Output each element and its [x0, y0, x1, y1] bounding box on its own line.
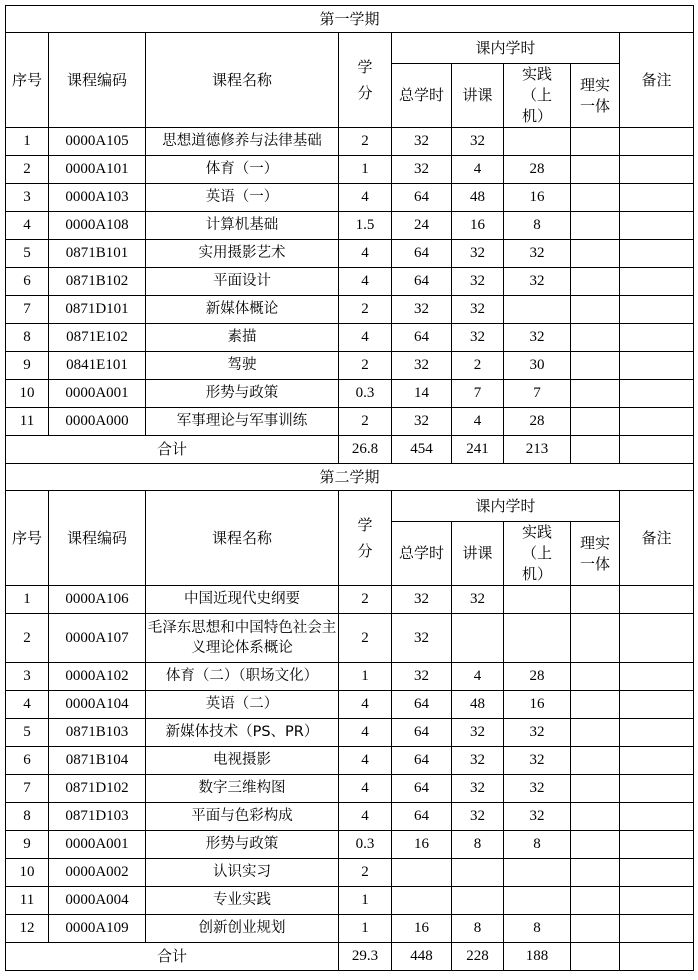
- cell-name: 体育（二）（职场文化）: [146, 663, 339, 691]
- cell-code: 0000A103: [49, 184, 146, 212]
- header-row: [6, 491, 694, 522]
- cell-name: 专业实践: [146, 887, 339, 915]
- table-row: [6, 212, 694, 240]
- cell-remark: [620, 663, 694, 691]
- cell-name: 英语（二）: [146, 691, 339, 719]
- table-row: [6, 156, 694, 184]
- cell-name: 实用摄影艺术: [146, 240, 339, 268]
- cell-lecture: 32: [452, 324, 504, 352]
- cell-practice: [504, 128, 571, 156]
- cell-credit: 0.3: [339, 831, 392, 859]
- cell-lecture: 7: [452, 380, 504, 408]
- cell-remark: [620, 775, 694, 803]
- cell-practice: 16: [504, 184, 571, 212]
- cell-remark: [620, 184, 694, 212]
- cell-code: 0871B103: [49, 719, 146, 747]
- table-row: [6, 803, 694, 831]
- cell-total: 64: [392, 268, 452, 296]
- header-practice: 实践（上机）: [504, 64, 571, 128]
- cell-no: 9: [6, 831, 49, 859]
- cell-name: 思想道德修养与法律基础: [146, 128, 339, 156]
- cell-no: 4: [6, 212, 49, 240]
- cell-integrated: [571, 915, 620, 943]
- cell-credit: 1: [339, 915, 392, 943]
- cell-no: 5: [6, 719, 49, 747]
- cell-name: 平面设计: [146, 268, 339, 296]
- cell-remark: [620, 915, 694, 943]
- cell-lecture: 2: [452, 352, 504, 380]
- sum-label: 合计: [6, 436, 339, 464]
- cell-no: 7: [6, 775, 49, 803]
- header-remark: 备注: [620, 491, 694, 586]
- sum-practice: 213: [504, 436, 571, 464]
- cell-credit: 1: [339, 156, 392, 184]
- cell-credit: 4: [339, 803, 392, 831]
- cell-integrated: [571, 324, 620, 352]
- table-row: [6, 614, 694, 663]
- cell-lecture: 32: [452, 775, 504, 803]
- sum-row: [6, 436, 694, 464]
- cell-code: 0000A004: [49, 887, 146, 915]
- cell-integrated: [571, 691, 620, 719]
- cell-code: 0000A102: [49, 663, 146, 691]
- cell-total: 32: [392, 614, 452, 663]
- table-row: [6, 324, 694, 352]
- cell-remark: [620, 240, 694, 268]
- cell-name: 新媒体概论: [146, 296, 339, 324]
- table-row: [6, 663, 694, 691]
- table-row: [6, 915, 694, 943]
- cell-name: 平面与色彩构成: [146, 803, 339, 831]
- cell-no: 7: [6, 296, 49, 324]
- cell-integrated: [571, 184, 620, 212]
- cell-code: 0000A002: [49, 859, 146, 887]
- header-name: 课程名称: [146, 491, 339, 586]
- cell-practice: 32: [504, 240, 571, 268]
- cell-total: [392, 859, 452, 887]
- table-row: [6, 352, 694, 380]
- cell-integrated: [571, 747, 620, 775]
- cell-total: 64: [392, 775, 452, 803]
- sum-total: 454: [392, 436, 452, 464]
- cell-integrated: [571, 240, 620, 268]
- cell-practice: 32: [504, 803, 571, 831]
- cell-practice: 8: [504, 831, 571, 859]
- cell-credit: 4: [339, 240, 392, 268]
- cell-practice: 32: [504, 268, 571, 296]
- cell-name: 创新创业规划: [146, 915, 339, 943]
- cell-code: 0000A000: [49, 408, 146, 436]
- sum-lecture: 241: [452, 436, 504, 464]
- cell-total: 24: [392, 212, 452, 240]
- cell-total: 32: [392, 128, 452, 156]
- cell-code: 0000A107: [49, 614, 146, 663]
- term-title: 第二学期: [6, 464, 694, 491]
- cell-code: 0841E101: [49, 352, 146, 380]
- cell-lecture: 8: [452, 915, 504, 943]
- cell-credit: 4: [339, 719, 392, 747]
- cell-no: 8: [6, 324, 49, 352]
- sum-lecture: 228: [452, 943, 504, 971]
- cell-name: 驾驶: [146, 352, 339, 380]
- cell-lecture: 8: [452, 831, 504, 859]
- cell-name: 数字三维构图: [146, 775, 339, 803]
- cell-integrated: [571, 296, 620, 324]
- cell-credit: 4: [339, 268, 392, 296]
- header-lecture: 讲课: [452, 64, 504, 128]
- cell-no: 3: [6, 184, 49, 212]
- sum-remark: [620, 943, 694, 971]
- cell-integrated: [571, 614, 620, 663]
- cell-no: 11: [6, 887, 49, 915]
- header-hours: 课内学时: [392, 33, 620, 64]
- cell-credit: 2: [339, 296, 392, 324]
- cell-practice: [504, 586, 571, 614]
- cell-name: 军事理论与军事训练: [146, 408, 339, 436]
- header-credit: 学分: [339, 491, 392, 586]
- cell-name: 计算机基础: [146, 212, 339, 240]
- header-code: 课程编码: [49, 491, 146, 586]
- cell-credit: 2: [339, 859, 392, 887]
- table-row: [6, 586, 694, 614]
- cell-name: 认识实习: [146, 859, 339, 887]
- cell-integrated: [571, 775, 620, 803]
- cell-remark: [620, 887, 694, 915]
- cell-integrated: [571, 380, 620, 408]
- cell-integrated: [571, 156, 620, 184]
- sum-row: [6, 943, 694, 971]
- sum-label: 合计: [6, 943, 339, 971]
- cell-total: 64: [392, 184, 452, 212]
- cell-code: 0871D102: [49, 775, 146, 803]
- term-title-row: [6, 464, 694, 491]
- cell-remark: [620, 212, 694, 240]
- cell-code: 0871E102: [49, 324, 146, 352]
- header-row: [6, 33, 694, 64]
- cell-remark: [620, 831, 694, 859]
- cell-name: 毛泽东思想和中国特色社会主义理论体系概论: [146, 614, 339, 663]
- cell-credit: 2: [339, 128, 392, 156]
- cell-remark: [620, 268, 694, 296]
- cell-lecture: 32: [452, 296, 504, 324]
- cell-name: 形势与政策: [146, 380, 339, 408]
- header-code: 课程编码: [49, 33, 146, 128]
- cell-code: 0000A108: [49, 212, 146, 240]
- cell-credit: 2: [339, 408, 392, 436]
- cell-practice: [504, 296, 571, 324]
- cell-name: 体育（一）: [146, 156, 339, 184]
- header-seq: 序号: [6, 33, 49, 128]
- cell-remark: [620, 296, 694, 324]
- cell-practice: 32: [504, 747, 571, 775]
- cell-code: 0000A101: [49, 156, 146, 184]
- cell-no: 10: [6, 380, 49, 408]
- cell-integrated: [571, 859, 620, 887]
- cell-integrated: [571, 831, 620, 859]
- cell-credit: 0.3: [339, 380, 392, 408]
- cell-practice: 16: [504, 691, 571, 719]
- header-credit: 学分: [339, 33, 392, 128]
- cell-remark: [620, 803, 694, 831]
- cell-credit: 4: [339, 747, 392, 775]
- table-row: [6, 887, 694, 915]
- cell-remark: [620, 156, 694, 184]
- table-row: [6, 859, 694, 887]
- cell-lecture: 32: [452, 586, 504, 614]
- cell-lecture: 32: [452, 803, 504, 831]
- cell-total: 32: [392, 296, 452, 324]
- cell-integrated: [571, 803, 620, 831]
- table-row: [6, 240, 694, 268]
- cell-integrated: [571, 408, 620, 436]
- cell-remark: [620, 719, 694, 747]
- cell-remark: [620, 859, 694, 887]
- cell-code: 0000A106: [49, 586, 146, 614]
- cell-remark: [620, 614, 694, 663]
- cell-no: 9: [6, 352, 49, 380]
- table-row: [6, 747, 694, 775]
- cell-name: 电视摄影: [146, 747, 339, 775]
- sum-credit: 29.3: [339, 943, 392, 971]
- cell-credit: 4: [339, 775, 392, 803]
- cell-no: 3: [6, 663, 49, 691]
- cell-total: 32: [392, 663, 452, 691]
- cell-name: 素描: [146, 324, 339, 352]
- table-row: [6, 831, 694, 859]
- cell-total: 16: [392, 915, 452, 943]
- sum-practice: 188: [504, 943, 571, 971]
- cell-lecture: 48: [452, 691, 504, 719]
- header-total: 总学时: [392, 522, 452, 586]
- cell-no: 8: [6, 803, 49, 831]
- cell-practice: 8: [504, 915, 571, 943]
- cell-total: 32: [392, 156, 452, 184]
- cell-total: 32: [392, 586, 452, 614]
- header-lecture: 讲课: [452, 522, 504, 586]
- cell-remark: [620, 747, 694, 775]
- cell-credit: 4: [339, 324, 392, 352]
- header-integrated: 理实一体: [571, 64, 620, 128]
- cell-code: 0871D103: [49, 803, 146, 831]
- cell-lecture: 48: [452, 184, 504, 212]
- cell-credit: 2: [339, 352, 392, 380]
- sum-credit: 26.8: [339, 436, 392, 464]
- cell-remark: [620, 380, 694, 408]
- cell-credit: 4: [339, 184, 392, 212]
- cell-practice: 30: [504, 352, 571, 380]
- cell-name: 形势与政策: [146, 831, 339, 859]
- header-hours: 课内学时: [392, 491, 620, 522]
- cell-code: 0000A001: [49, 831, 146, 859]
- header-total: 总学时: [392, 64, 452, 128]
- cell-credit: 2: [339, 614, 392, 663]
- header-remark: 备注: [620, 33, 694, 128]
- cell-credit: 2: [339, 586, 392, 614]
- cell-credit: 1: [339, 887, 392, 915]
- cell-lecture: 32: [452, 128, 504, 156]
- cell-no: 2: [6, 614, 49, 663]
- cell-total: 14: [392, 380, 452, 408]
- cell-lecture: 4: [452, 663, 504, 691]
- cell-lecture: 32: [452, 268, 504, 296]
- cell-remark: [620, 691, 694, 719]
- cell-lecture: 32: [452, 747, 504, 775]
- cell-code: 0000A105: [49, 128, 146, 156]
- table-body: [6, 6, 694, 971]
- cell-integrated: [571, 887, 620, 915]
- cell-code: 0871B104: [49, 747, 146, 775]
- cell-remark: [620, 586, 694, 614]
- cell-practice: 32: [504, 324, 571, 352]
- cell-credit: 1: [339, 663, 392, 691]
- cell-practice: [504, 859, 571, 887]
- cell-remark: [620, 352, 694, 380]
- table-row: [6, 128, 694, 156]
- cell-total: 64: [392, 691, 452, 719]
- cell-no: 1: [6, 128, 49, 156]
- cell-code: 0000A109: [49, 915, 146, 943]
- cell-no: 11: [6, 408, 49, 436]
- cell-name: 英语（一）: [146, 184, 339, 212]
- cell-no: 2: [6, 156, 49, 184]
- term-title-row: [6, 6, 694, 33]
- cell-lecture: 4: [452, 156, 504, 184]
- cell-practice: [504, 614, 571, 663]
- table-row: [6, 380, 694, 408]
- cell-remark: [620, 408, 694, 436]
- sum-remark: [620, 436, 694, 464]
- cell-integrated: [571, 352, 620, 380]
- cell-integrated: [571, 268, 620, 296]
- cell-no: 5: [6, 240, 49, 268]
- sum-total: 448: [392, 943, 452, 971]
- cell-practice: 28: [504, 156, 571, 184]
- term-title: 第一学期: [6, 6, 694, 33]
- cell-practice: 8: [504, 212, 571, 240]
- cell-practice: 28: [504, 408, 571, 436]
- sum-integrated: [571, 436, 620, 464]
- table-row: [6, 184, 694, 212]
- cell-no: 6: [6, 747, 49, 775]
- cell-no: 10: [6, 859, 49, 887]
- cell-integrated: [571, 128, 620, 156]
- cell-lecture: 4: [452, 408, 504, 436]
- table-row: [6, 408, 694, 436]
- cell-practice: 28: [504, 663, 571, 691]
- cell-total: 64: [392, 803, 452, 831]
- cell-code: 0871B102: [49, 268, 146, 296]
- cell-integrated: [571, 586, 620, 614]
- cell-lecture: 32: [452, 719, 504, 747]
- cell-integrated: [571, 719, 620, 747]
- table-row: [6, 775, 694, 803]
- cell-practice: 7: [504, 380, 571, 408]
- course-schedule-table: [5, 5, 694, 971]
- header-practice: 实践（上机）: [504, 522, 571, 586]
- cell-integrated: [571, 663, 620, 691]
- cell-integrated: [571, 212, 620, 240]
- cell-lecture: 16: [452, 212, 504, 240]
- cell-code: 0000A001: [49, 380, 146, 408]
- cell-total: 32: [392, 352, 452, 380]
- cell-total: 32: [392, 408, 452, 436]
- header-seq: 序号: [6, 491, 49, 586]
- cell-practice: 32: [504, 775, 571, 803]
- cell-credit: 1.5: [339, 212, 392, 240]
- header-name: 课程名称: [146, 33, 339, 128]
- cell-credit: 4: [339, 691, 392, 719]
- cell-code: 0000A104: [49, 691, 146, 719]
- cell-practice: 32: [504, 719, 571, 747]
- cell-name: 新媒体技术（PS、PR）: [146, 719, 339, 747]
- cell-lecture: [452, 859, 504, 887]
- cell-practice: [504, 887, 571, 915]
- cell-total: 16: [392, 831, 452, 859]
- cell-no: 1: [6, 586, 49, 614]
- sum-integrated: [571, 943, 620, 971]
- cell-total: 64: [392, 240, 452, 268]
- header-integrated: 理实一体: [571, 522, 620, 586]
- cell-remark: [620, 324, 694, 352]
- table-row: [6, 296, 694, 324]
- cell-lecture: [452, 614, 504, 663]
- cell-code: 0871D101: [49, 296, 146, 324]
- cell-no: 6: [6, 268, 49, 296]
- cell-no: 12: [6, 915, 49, 943]
- cell-total: 64: [392, 747, 452, 775]
- cell-remark: [620, 128, 694, 156]
- cell-no: 4: [6, 691, 49, 719]
- cell-total: 64: [392, 719, 452, 747]
- cell-lecture: [452, 887, 504, 915]
- cell-code: 0871B101: [49, 240, 146, 268]
- table-row: [6, 691, 694, 719]
- table-row: [6, 268, 694, 296]
- cell-total: 64: [392, 324, 452, 352]
- cell-lecture: 32: [452, 240, 504, 268]
- table-row: [6, 719, 694, 747]
- cell-name: 中国近现代史纲要: [146, 586, 339, 614]
- cell-total: [392, 887, 452, 915]
